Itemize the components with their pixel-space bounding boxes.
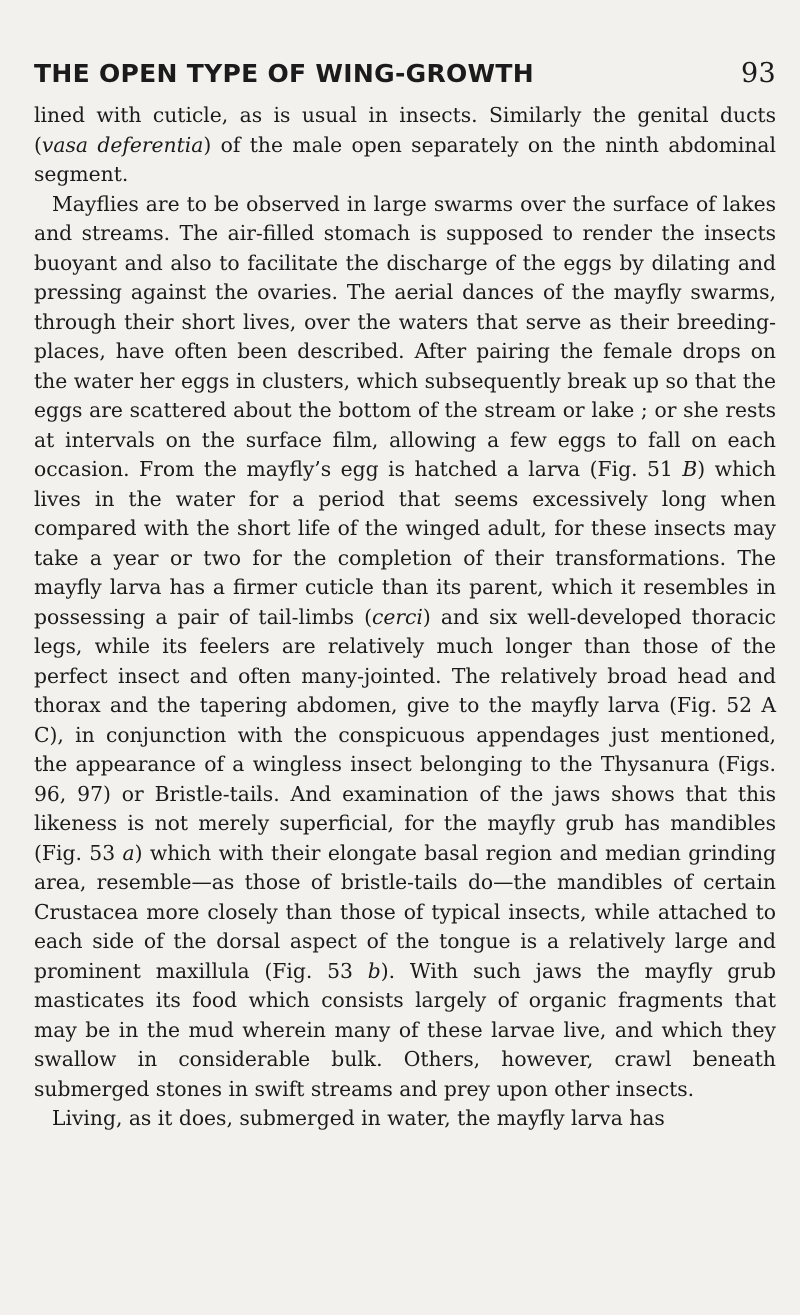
page-number: 93: [741, 58, 776, 89]
paragraph-3: Living, as it does, submerged in water, the mayfly larva has: [52, 1106, 665, 1130]
running-title: THE OPEN TYPE OF WING-GROWTH: [34, 59, 535, 88]
body-text: [34, 101, 776, 1134]
running-header: [34, 58, 776, 89]
page-content: [34, 58, 776, 1134]
paragraph-1: lined with cuticle, as is usual in insects. Similarly the genital ducts (vasa deferentia) of the male open separately on the ninth abdominal segment.: [34, 103, 776, 186]
paragraph-2: Mayflies are to be observed in large swarms over the surface of lakes and streams. The air-filled stomach is supposed to render the insects buoyant and also to facilitate the discharge of the eggs by dilating and pressing against the ovaries. The aerial dances of the mayfly swarms, through their short lives, over the waters that serve as their breeding-places, have often been described. After pairing the female drops on the water her eggs in clusters, which subsequently break up so that the eggs are scattered about the bottom of the stream or lake ; or she rests at intervals on the surface film, allowing a few eggs to fall on each occasion. From the mayfly’s egg is hatched a larva (Fig. 51 B) which lives in the water for a period that seems excessively long when compared with the short life of the winged adult, for these insects may take a year or two for the completion of their transformations. The mayfly larva has a firmer cuticle than its parent, which it resembles in possessing a pair of tail-limbs (cerci) and six well-developed thoracic legs, while its feelers are relatively much longer than those of the perfect insect and often many-jointed. The relatively broad head and thorax and the tapering abdomen, give to the mayfly larva (Fig. 52 A C), in conjunction with the conspicuous appendages just mentioned, the appearance of a wingless insect belonging to the Thysanura (Figs. 96, 97) or Bristle-tails. And examination of the jaws shows that this likeness is not merely superficial, for the mayfly grub has mandibles (Fig. 53 a) which with their elongate basal region and median grinding area, resemble—as those of bristle-tails do—the mandibles of certain Crustacea more closely than those of typical insects, while attached to each side of the dorsal aspect of the tongue is a relatively large and prominent maxillula (Fig. 53 b). With such jaws the mayfly grub masticates its food which consists largely of organic fragments that may be in the mud wherein many of these larvae live, and which they swallow in considerable bulk. Others, however, crawl beneath submerged stones in swift streams and prey upon other insects.: [34, 191, 777, 1101]
